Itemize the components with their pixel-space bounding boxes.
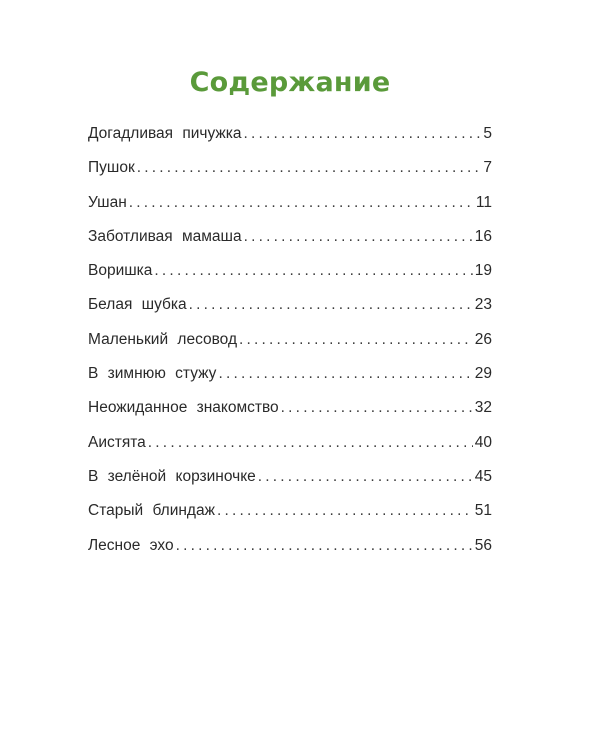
dot-leader	[218, 365, 472, 383]
toc-entry-page: 29	[474, 365, 492, 383]
toc-entry-title: Ушан	[88, 193, 127, 211]
toc-entry-title: Маленький лесовод	[88, 330, 238, 348]
toc-entry-title: Лесное эхо	[88, 536, 174, 554]
toc-entry	[88, 537, 492, 571]
toc-entry	[88, 228, 492, 262]
toc-entry	[88, 262, 492, 296]
toc-entry-title: Заботливая мамаша	[88, 227, 242, 245]
toc-entry-title: Аистята	[88, 433, 146, 451]
toc-entry-page: 16	[474, 227, 492, 245]
toc-entry-page: 19	[474, 262, 492, 280]
toc-entry	[88, 159, 492, 193]
toc-entry-page: 56	[474, 536, 492, 554]
toc-entry	[88, 125, 492, 159]
toc-entry	[88, 194, 492, 228]
toc-entry-page: 26	[474, 330, 492, 348]
toc-entry-title: Старый блиндаж	[88, 502, 215, 520]
dot-leader	[189, 296, 473, 314]
toc-entry	[88, 296, 492, 330]
toc-entry	[88, 331, 492, 365]
dot-leader	[129, 194, 474, 212]
dot-leader	[148, 434, 473, 452]
toc-entry-page: 40	[474, 433, 492, 451]
dot-leader	[244, 125, 482, 143]
toc-entry-title: Догадливая пичужка	[88, 125, 242, 142]
page-title: Содержание	[189, 67, 391, 99]
toc-entry-page: 51	[474, 502, 492, 520]
toc-entry	[88, 434, 492, 468]
dot-leader	[176, 537, 473, 555]
toc-entry	[88, 399, 492, 433]
toc-entry-title: Неожиданное знакомство	[88, 399, 279, 417]
toc-entry-page: 11	[475, 193, 492, 211]
table-of-contents	[88, 125, 492, 571]
toc-entry-page: 7	[483, 159, 492, 177]
toc-entry	[88, 468, 492, 502]
toc-entry-page: 5	[483, 125, 492, 142]
toc-entry-page: 23	[474, 296, 492, 314]
dot-leader	[244, 228, 473, 246]
toc-entry-title: Пушок	[88, 159, 135, 177]
dot-leader	[239, 331, 473, 349]
dot-leader	[258, 468, 473, 486]
dot-leader	[281, 399, 473, 417]
toc-entry-title: В зелёной корзиночке	[88, 467, 256, 485]
toc-entry-title: В зимнюю стужу	[88, 365, 217, 383]
toc-entry-page: 32	[474, 399, 492, 417]
toc-entry-page: 45	[474, 467, 492, 485]
dot-leader	[137, 159, 482, 177]
toc-entry	[88, 502, 492, 536]
dot-leader	[217, 502, 473, 520]
dot-leader	[154, 262, 472, 280]
toc-entry-title: Воришка	[88, 262, 153, 280]
toc-entry	[88, 365, 492, 399]
toc-entry-title: Белая шубка	[88, 296, 187, 314]
